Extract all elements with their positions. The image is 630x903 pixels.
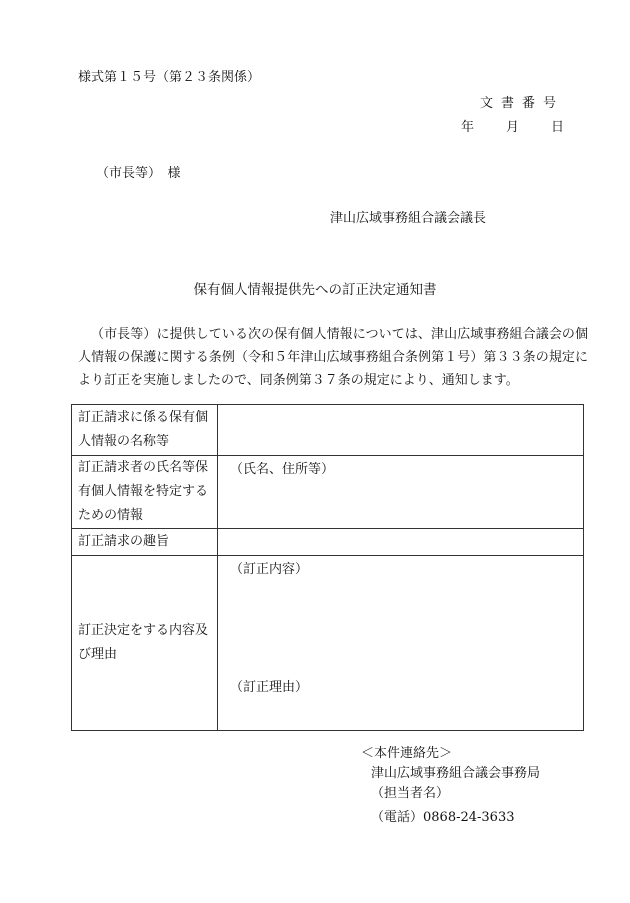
row-label-record-name: 訂正請求に係る保有個人情報の名称等	[72, 405, 218, 456]
contact-organization: 津山広域事務組合議会事務局	[371, 766, 541, 781]
row-value-decision	[218, 556, 584, 731]
contact-person: （担当者名）	[371, 786, 450, 801]
form-number: 様式第１５号（第２３条関係）	[78, 70, 261, 85]
recipient: （市長等） 様	[96, 166, 181, 181]
document-title: 保有個人情報提供先への訂正決定通知書	[193, 282, 437, 298]
contact-heading: ＜本件連絡先＞	[361, 746, 453, 761]
body-paragraph: （市長等）に提供している次の保有個人情報については、津山広域事務組合議会の個人情報の保護に関する条例（令和５年津山広域事務組合条例第１号）第３３条の規定により訂正を実施しましたので、同条例第３７条の規定により、通知します。	[78, 327, 588, 388]
table-row	[72, 556, 584, 731]
correction-reason-label: （訂正理由）	[230, 680, 309, 695]
row-label-requester: 訂正請求者の氏名等保有個人情報を特定するための情報	[72, 456, 218, 529]
sender: 津山広域事務組合議会議長	[330, 211, 487, 226]
table-row	[72, 529, 584, 556]
correction-content-label: （訂正内容）	[230, 562, 309, 577]
row-value-requester: （氏名、住所等）	[218, 456, 584, 529]
info-table	[71, 404, 584, 731]
row-value-purpose	[218, 529, 584, 556]
row-value-record-name	[218, 405, 584, 456]
table-row	[72, 456, 584, 529]
document-number-label: 文書番号	[479, 96, 564, 111]
table-row	[72, 405, 584, 456]
contact-block	[361, 744, 540, 828]
contact-phone: （電話）0868-24-3633	[371, 810, 515, 825]
row-label-decision: 訂正決定をする内容及び理由	[72, 556, 218, 731]
document-date-label: 年 月 日	[460, 120, 566, 135]
row-label-purpose: 訂正請求の趣旨	[72, 529, 218, 556]
